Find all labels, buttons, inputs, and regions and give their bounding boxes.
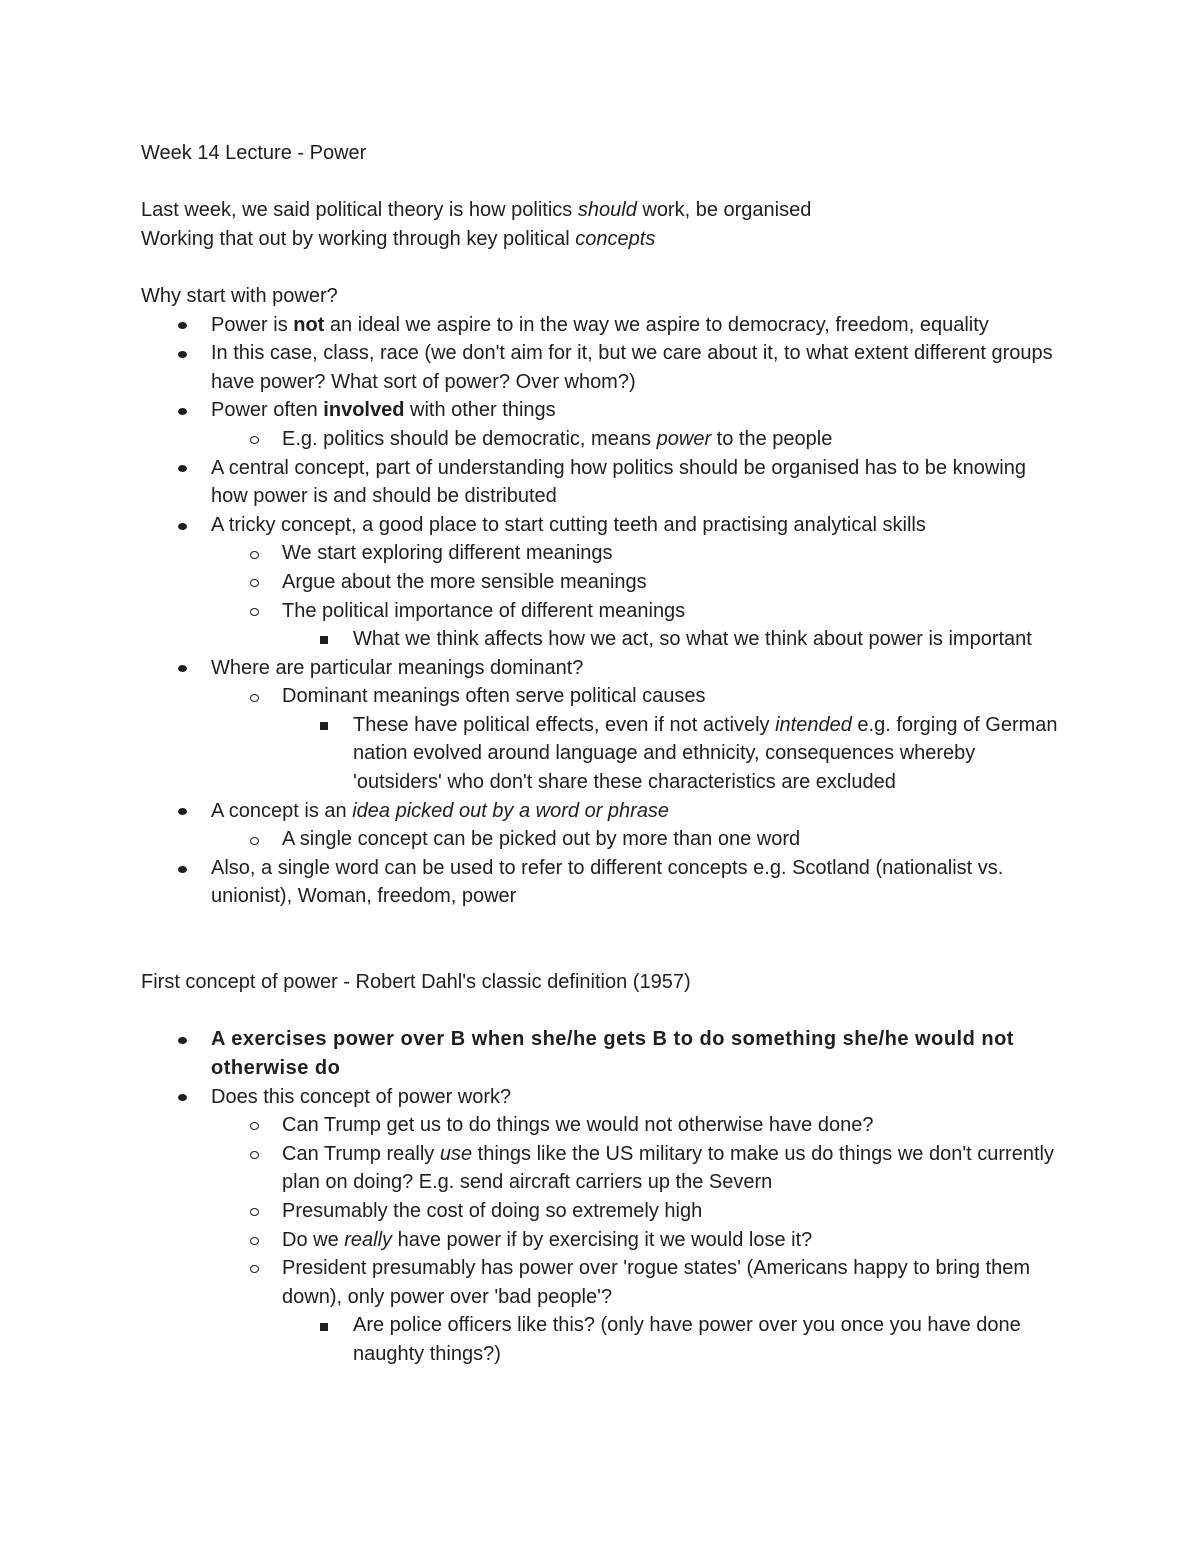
list-item	[141, 625, 1061, 654]
bullet-dot-icon	[172, 454, 192, 483]
list-item-text: Also, a single word can be used to refer to different concepts e.g. Scotland (nationalist vs. unionist), Woman, freedom, power	[211, 856, 1004, 908]
bullet-square-icon	[314, 1311, 334, 1340]
list-item-text: We start exploring different meanings	[282, 542, 613, 565]
list-item-text: Can Trump really	[282, 1142, 440, 1165]
list-item	[141, 1226, 1061, 1255]
bullet-ring-icon	[244, 1197, 264, 1226]
list-item-emphasis: intended	[775, 713, 852, 736]
list-item	[141, 454, 1061, 511]
list-item-text: A concept is an	[211, 799, 353, 822]
bullet-ring-icon	[244, 682, 264, 711]
bullet-ring-icon	[244, 425, 264, 454]
list-item	[141, 1254, 1061, 1311]
list-item	[141, 1025, 1061, 1082]
list-item	[141, 682, 1061, 711]
list-item-text: with other things	[404, 399, 556, 422]
list-item-emphasis: power	[656, 427, 712, 450]
list-item-text: things like the US military to make us do things we don't currently plan on doing? E.g. send aircraft carriers up the Severn	[282, 1142, 1054, 1194]
bullet-ring-icon	[244, 539, 264, 568]
bullet-ring-icon	[244, 1226, 264, 1255]
section-heading-dahl: First concept of power - Robert Dahl's classic definition (1957)	[141, 971, 691, 994]
list-item-text: What we think affects how we act, so what we think about power is important	[353, 628, 1032, 651]
spacer	[141, 168, 1061, 197]
bullet-dot-icon	[172, 654, 192, 683]
list-item	[141, 311, 1061, 340]
bullet-ring-icon	[244, 597, 264, 626]
intro-line-2	[141, 225, 1061, 254]
list-item	[141, 854, 1061, 911]
list-item-text: Are police officers like this? (only have power over you once you have done naughty things?)	[353, 1314, 1021, 1365]
list-item	[141, 1311, 1061, 1368]
document-title: Week 14 Lecture - Power	[141, 142, 367, 164]
bullet-dot-icon	[172, 396, 192, 425]
bullet-square-icon	[314, 625, 334, 654]
bullet-ring-icon	[244, 568, 264, 597]
list-item-text: A tricky concept, a good place to start cutting teeth and practising analytical skills	[211, 513, 926, 536]
intro-line-1-text-a: Last week, we said political theory is how politics	[141, 199, 578, 222]
section-heading-why: Why start with power?	[141, 284, 338, 307]
bullet-dot-icon	[172, 339, 192, 368]
document-page	[141, 139, 1061, 1369]
list-item	[141, 425, 1061, 454]
list-item-text: Power often	[211, 399, 324, 422]
list-item	[141, 1140, 1061, 1197]
list-item-text: Argue about the more sensible meanings	[282, 570, 647, 593]
bullet-dot-icon	[172, 854, 192, 883]
list-item	[141, 654, 1061, 683]
bullet-dot-icon	[172, 1025, 192, 1054]
list-item-text: In this case, class, race (we don't aim for it, but we care about it, to what extent different groups have power? What sort of power? Over whom?)	[211, 342, 1053, 393]
spacer	[141, 253, 1061, 282]
list-item	[141, 711, 1061, 797]
bullet-dot-icon	[172, 511, 192, 540]
list-item	[141, 568, 1061, 597]
list-item-text: E.g. politics should be democratic, means	[282, 427, 657, 450]
list-item-emphasis: use	[439, 1142, 473, 1165]
spacer	[141, 997, 1061, 1026]
list-item-text: Presumably the cost of doing so extremely high	[282, 1199, 703, 1222]
list-item-bold: involved	[323, 399, 405, 422]
intro-line-2-emphasis: concepts	[575, 227, 656, 250]
intro-line-2-text-a: Working that out by working through key political	[141, 227, 576, 250]
why-bullet-list	[141, 311, 1061, 911]
list-item	[141, 825, 1061, 854]
list-item-text: A central concept, part of understanding how politics should be organised has to be knowing how power is and should be distributed	[211, 456, 1026, 508]
bullet-dot-icon	[172, 797, 192, 826]
bullet-dot-icon	[172, 1083, 192, 1112]
list-item	[141, 1111, 1061, 1140]
list-item-text: A single concept can be picked out by more than one word	[282, 828, 801, 851]
list-item-bold: not	[293, 313, 325, 336]
list-item	[141, 597, 1061, 626]
list-item-text: have power if by exercising it we would lose it?	[392, 1228, 813, 1251]
list-item	[141, 511, 1061, 540]
list-item-text: Does this concept of power work?	[211, 1085, 512, 1108]
intro-line-1	[141, 196, 1061, 225]
bullet-dot-icon	[172, 311, 192, 340]
intro-line-1-emphasis: should	[577, 199, 637, 222]
bullet-ring-icon	[244, 825, 264, 854]
list-item-text: Where are particular meanings dominant?	[211, 656, 584, 679]
bullet-ring-icon	[244, 1254, 264, 1283]
list-item-text: These have political effects, even if not actively	[353, 713, 776, 736]
list-item-text: Dominant meanings often serve political causes	[282, 685, 706, 708]
list-item	[141, 396, 1061, 425]
list-item	[141, 339, 1061, 396]
bullet-square-icon	[314, 711, 334, 740]
dahl-bullet-list	[141, 1025, 1061, 1368]
list-item-text: The political importance of different meanings	[282, 599, 686, 622]
spacer	[141, 911, 1061, 968]
dahl-definition: A exercises power over B when she/he gets B to do something she/he would not otherwise do	[211, 1028, 1014, 1079]
list-item-text: President presumably has power over 'rogue states' (Americans happy to bring them down), only power over 'bad people'?	[282, 1257, 1031, 1308]
bullet-ring-icon	[244, 1111, 264, 1140]
list-item	[141, 797, 1061, 826]
list-item-text: to the people	[711, 427, 833, 450]
list-item-emphasis: idea picked out by a word or phrase	[352, 799, 670, 822]
list-item	[141, 1197, 1061, 1226]
list-item-text: e.g. forging of German nation evolved around language and ethnicity, consequences whereby 'outsiders' who don't share these characteristics are excluded	[353, 713, 1058, 794]
list-item-text: Power is	[211, 313, 294, 336]
list-item-text: an ideal we aspire to in the way we aspire to democracy, freedom, equality	[324, 313, 989, 336]
list-item-text: Can Trump get us to do things we would not otherwise have done?	[282, 1114, 874, 1137]
intro-line-1-text-b: work, be organised	[636, 199, 812, 222]
list-item	[141, 1083, 1061, 1112]
list-item-emphasis: really	[344, 1228, 393, 1251]
list-item-text: Do we	[282, 1228, 345, 1251]
list-item	[141, 539, 1061, 568]
bullet-ring-icon	[244, 1140, 264, 1169]
